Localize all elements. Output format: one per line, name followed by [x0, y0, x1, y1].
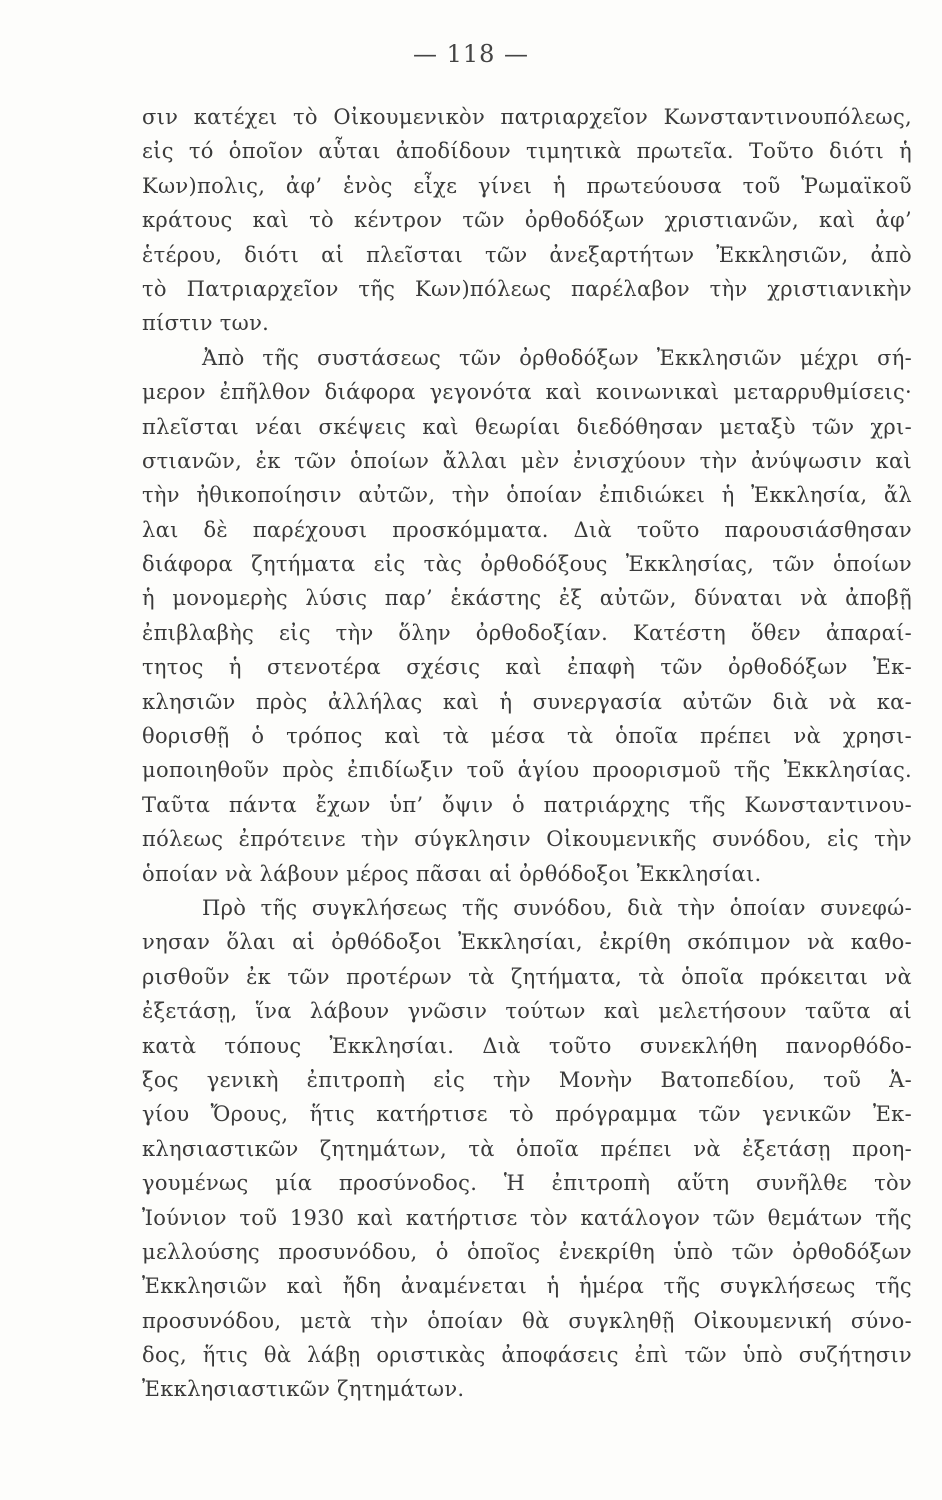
text-line: εἰς τό ὁποῖον αὗται ἀποδίδουν τιμητικὰ πρωτεῖα. Τοῦτο διότι ἡ [142, 139, 912, 164]
text-line: ἑτέρου, διότι αἱ πλεῖσται τῶν ἀνεξαρτήτων Ἐκκλησιῶν, ἀπὸ [142, 242, 912, 267]
text-line: θορισθῇ ὁ τρόπος καὶ τὰ μέσα τὰ ὁποῖα πρέπει νὰ χρησι- [142, 724, 912, 749]
text-line: ἡ μονομερὴς λύσις παρ’ ἑκάστης ἐξ αὐτῶν, δύναται νὰ ἀποβῇ [142, 586, 912, 611]
text-line: ξος γενικὴ ἐπιτροπὴ εἰς τὴν Μονὴν Βατοπεδίου, τοῦ Ἁ- [142, 1067, 912, 1092]
paragraph-start-line: Πρὸ τῆς συγκλήσεως τῆς συνόδου, διὰ τὴν ὁποίαν συνεφώ- [202, 895, 912, 920]
text-line: μερον ἐπῆλθον διάφορα γεγονότα καὶ κοινωνικαὶ μεταρρυθμίσεις· [142, 380, 912, 405]
text-line: ἐξετάσῃ, ἵνα λάβουν γνῶσιν τούτων καὶ μελετήσουν ταῦτα αἱ [142, 999, 912, 1024]
text-line: Ταῦτα πάντα ἔχων ὑπ’ ὄψιν ὁ πατριάρχης τῆς Κωνσταντινου- [142, 792, 912, 817]
text-line: μελλούσης προσυνόδου, ὁ ὁποῖος ἐνεκρίθη ὑπὸ τῶν ὀρθοδόξων [142, 1239, 912, 1264]
text-line: γουμένως μία προσύνοδος. Ἡ ἐπιτροπὴ αὕτη συνῆλθε τὸν [142, 1171, 912, 1196]
text-line: ἐπιβλαβὴς εἰς τὴν ὅλην ὀρθοδοξίαν. Κατέστη ὅθεν ἀπαραί- [142, 620, 912, 645]
text-line: κλησιῶν πρὸς ἀλλήλας καὶ ἡ συνεργασία αὐτῶν διὰ νὰ κα- [142, 689, 912, 714]
text-line: νησαν ὅλαι αἱ ὀρθόδοξοι Ἐκκλησίαι, ἐκρίθη σκόπιμον νὰ καθο- [142, 930, 912, 955]
text-line: σιν κατέχει τὸ Οἰκουμενικὸν πατριαρχεῖον Κωνσταντινουπόλεως, [142, 105, 912, 129]
text-line: κλησιαστικῶν ζητημάτων, τὰ ὁποῖα πρέπει νὰ ἐξετάσῃ προη- [142, 1136, 912, 1161]
text-line: μοποιηθοῦν πρὸς ἐπιδίωξιν τοῦ ἁγίου προορισμοῦ τῆς Ἐκκλησίας. [142, 758, 912, 783]
text-line: πίστιν των. [142, 311, 270, 336]
text-line: στιανῶν, ἐκ τῶν ὁποίων ἄλλαι μὲν ἐνισχύουν τὴν ἀνύψωσιν καὶ [142, 448, 912, 473]
text-line: Ἐκκλησιαστικῶν ζητημάτων. [142, 1377, 465, 1402]
text-line: κράτους καὶ τὸ κέντρον τῶν ὀρθοδόξων χριστιανῶν, καὶ ἀφ’ [142, 208, 912, 233]
text-line: πόλεως ἐπρότεινε τὴν σύγκλησιν Οἰκουμενικῆς συνόδου, εἰς τὴν [142, 827, 912, 852]
text-line: λαι δὲ παρέχουσι προσκόμματα. Διὰ τοῦτο παρουσιάσθησαν [142, 517, 912, 542]
text-line: ὁποίαν νὰ λάβουν μέρος πᾶσαι αἱ ὀρθόδοξοι Ἐκκλησίαι. [142, 861, 762, 886]
text-line: τητος ἡ στενοτέρα σχέσις καὶ ἐπαφὴ τῶν ὀρθοδόξων Ἐκ- [142, 655, 912, 680]
text-line: γίου Ὄρους, ἥτις κατήρτισε τὸ πρόγραμμα τῶν γενικῶν Ἐκ- [142, 1102, 912, 1127]
text-line: δος, ἥτις θὰ λάβῃ οριστικὰς ἀποφάσεις ἐπὶ τῶν ὑπὸ συζήτησιν [142, 1343, 912, 1368]
text-line: ρισθοῦν ἐκ τῶν προτέρων τὰ ζητήματα, τὰ ὁποῖα πρόκειται νὰ [142, 964, 912, 989]
text-line: Ἰούνιον τοῦ 1930 καὶ κατήρτισε τὸν κατάλογον τῶν θεμάτων τῆς [142, 1205, 912, 1230]
text-line: Κων)πολις, ἀφ’ ἑνὸς εἶχε γίνει ἡ πρωτεύουσα τοῦ Ῥωμαϊκοῦ [142, 173, 912, 198]
text-line: πλεῖσται νέαι σκέψεις καὶ θεωρίαι διεδόθησαν μεταξὺ τῶν χρι- [142, 414, 912, 439]
text-line: τὴν ἠθικοποίησιν αὐτῶν, τὴν ὁποίαν ἐπιδιώκει ἡ Ἐκκλησία, ἄλ [142, 483, 912, 508]
paragraph-start-line: Ἀπὸ τῆς συστάσεως τῶν ὀρθοδόξων Ἐκκλησιῶν μέχρι σή- [202, 345, 912, 370]
text-line: κατὰ τόπους Ἐκκλησίαι. Διὰ τοῦτο συνεκλήθη πανορθόδο- [142, 1033, 912, 1058]
text-line: προσυνόδου, μετὰ τὴν ὁποίαν θὰ συγκληθῇ Οἰκουμενική σύνο- [142, 1308, 912, 1333]
text-line: διάφορα ζητήματα εἰς τὰς ὀρθοδόξους Ἐκκλησίας, τῶν ὁποίων [142, 552, 912, 577]
text-line: Ἐκκλησιῶν καὶ ἤδη ἀναμένεται ἡ ἡμέρα τῆς συγκλήσεως τῆς [142, 1274, 912, 1299]
text-line: τὸ Πατριαρχεῖον τῆς Κων)πόλεως παρέλαβον τὴν χριστιανικὴν [142, 276, 912, 301]
page-number: — 118 — [412, 40, 530, 68]
body-text [142, 100, 912, 1407]
